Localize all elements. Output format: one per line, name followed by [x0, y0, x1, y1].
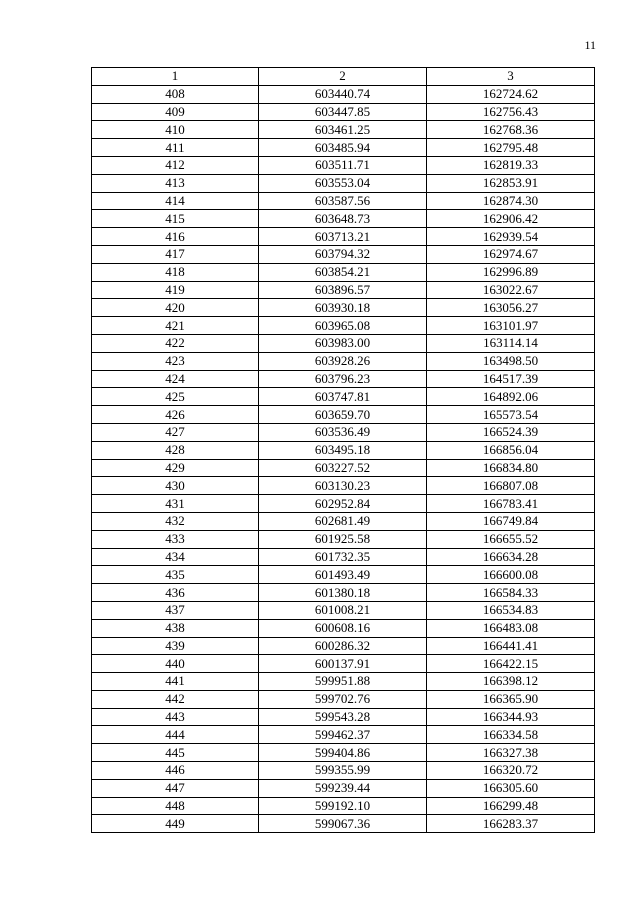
table-row	[92, 512, 595, 530]
table-row	[92, 174, 595, 192]
table-row	[92, 637, 595, 655]
y-coordinate-cell: 162996.89	[427, 263, 595, 281]
y-coordinate-cell: 166834.80	[427, 459, 595, 477]
x-coordinate-cell: 603553.04	[259, 174, 427, 192]
x-coordinate-cell: 602952.84	[259, 495, 427, 513]
point-number-cell: 432	[92, 512, 259, 530]
point-number-cell: 427	[92, 423, 259, 441]
x-coordinate-cell: 603227.52	[259, 459, 427, 477]
table-row	[92, 192, 595, 210]
x-coordinate-cell: 603440.74	[259, 85, 427, 103]
x-coordinate-cell: 601493.49	[259, 566, 427, 584]
table-row	[92, 779, 595, 797]
y-coordinate-cell: 166305.60	[427, 779, 595, 797]
y-coordinate-cell: 162819.33	[427, 156, 595, 174]
table-row	[92, 263, 595, 281]
point-number-cell: 440	[92, 655, 259, 673]
coordinates-table	[91, 67, 595, 833]
table-row	[92, 121, 595, 139]
table-row	[92, 156, 595, 174]
y-coordinate-cell: 166524.39	[427, 423, 595, 441]
x-coordinate-cell: 602681.49	[259, 512, 427, 530]
column-header: 1	[92, 68, 259, 86]
point-number-cell: 422	[92, 334, 259, 352]
table-row	[92, 708, 595, 726]
table-row	[92, 317, 595, 335]
x-coordinate-cell: 603930.18	[259, 299, 427, 317]
point-number-cell: 429	[92, 459, 259, 477]
y-coordinate-cell: 166441.41	[427, 637, 595, 655]
x-coordinate-cell: 600608.16	[259, 619, 427, 637]
y-coordinate-cell: 163056.27	[427, 299, 595, 317]
y-coordinate-cell: 166600.08	[427, 566, 595, 584]
x-coordinate-cell: 603747.81	[259, 388, 427, 406]
y-coordinate-cell: 164517.39	[427, 370, 595, 388]
table-header-row	[92, 68, 595, 86]
point-number-cell: 439	[92, 637, 259, 655]
point-number-cell: 417	[92, 245, 259, 263]
point-number-cell: 447	[92, 779, 259, 797]
point-number-cell: 446	[92, 762, 259, 780]
x-coordinate-cell: 600137.91	[259, 655, 427, 673]
y-coordinate-cell: 162853.91	[427, 174, 595, 192]
table-row	[92, 548, 595, 566]
table-row	[92, 673, 595, 691]
table-row	[92, 423, 595, 441]
y-coordinate-cell: 166749.84	[427, 512, 595, 530]
x-coordinate-cell: 603495.18	[259, 441, 427, 459]
table-row	[92, 406, 595, 424]
y-coordinate-cell: 166807.08	[427, 477, 595, 495]
y-coordinate-cell: 166398.12	[427, 673, 595, 691]
point-number-cell: 430	[92, 477, 259, 495]
table-row	[92, 744, 595, 762]
table-row	[92, 334, 595, 352]
point-number-cell: 433	[92, 530, 259, 548]
point-number-cell: 449	[92, 815, 259, 833]
point-number-cell: 411	[92, 139, 259, 157]
y-coordinate-cell: 166320.72	[427, 762, 595, 780]
y-coordinate-cell: 165573.54	[427, 406, 595, 424]
point-number-cell: 443	[92, 708, 259, 726]
y-coordinate-cell: 162756.43	[427, 103, 595, 121]
x-coordinate-cell: 599192.10	[259, 797, 427, 815]
y-coordinate-cell: 166584.33	[427, 584, 595, 602]
point-number-cell: 442	[92, 690, 259, 708]
x-coordinate-cell: 603983.00	[259, 334, 427, 352]
table-row	[92, 797, 595, 815]
y-coordinate-cell: 166634.28	[427, 548, 595, 566]
table-row	[92, 815, 595, 833]
x-coordinate-cell: 603587.56	[259, 192, 427, 210]
x-coordinate-cell: 603928.26	[259, 352, 427, 370]
y-coordinate-cell: 166783.41	[427, 495, 595, 513]
table-row	[92, 228, 595, 246]
x-coordinate-cell: 603854.21	[259, 263, 427, 281]
table-row	[92, 210, 595, 228]
table-row	[92, 619, 595, 637]
point-number-cell: 426	[92, 406, 259, 424]
x-coordinate-cell: 603713.21	[259, 228, 427, 246]
x-coordinate-cell: 603965.08	[259, 317, 427, 335]
table-row	[92, 530, 595, 548]
point-number-cell: 441	[92, 673, 259, 691]
x-coordinate-cell: 603659.70	[259, 406, 427, 424]
y-coordinate-cell: 166283.37	[427, 815, 595, 833]
y-coordinate-cell: 166422.15	[427, 655, 595, 673]
point-number-cell: 416	[92, 228, 259, 246]
x-coordinate-cell: 599951.88	[259, 673, 427, 691]
point-number-cell: 415	[92, 210, 259, 228]
y-coordinate-cell: 166327.38	[427, 744, 595, 762]
y-coordinate-cell: 163022.67	[427, 281, 595, 299]
y-coordinate-cell: 166299.48	[427, 797, 595, 815]
column-header: 3	[427, 68, 595, 86]
x-coordinate-cell: 603796.23	[259, 370, 427, 388]
point-number-cell: 445	[92, 744, 259, 762]
x-coordinate-cell: 603511.71	[259, 156, 427, 174]
table-row	[92, 655, 595, 673]
table-row	[92, 495, 595, 513]
y-coordinate-cell: 166365.90	[427, 690, 595, 708]
y-coordinate-cell: 162906.42	[427, 210, 595, 228]
y-coordinate-cell: 163101.97	[427, 317, 595, 335]
x-coordinate-cell: 603130.23	[259, 477, 427, 495]
table-body	[92, 85, 595, 832]
x-coordinate-cell: 601380.18	[259, 584, 427, 602]
table-row	[92, 299, 595, 317]
table-row	[92, 690, 595, 708]
table-row	[92, 388, 595, 406]
point-number-cell: 437	[92, 601, 259, 619]
x-coordinate-cell: 599067.36	[259, 815, 427, 833]
column-header: 2	[259, 68, 427, 86]
point-number-cell: 448	[92, 797, 259, 815]
table-row	[92, 441, 595, 459]
table-row	[92, 103, 595, 121]
point-number-cell: 428	[92, 441, 259, 459]
x-coordinate-cell: 603461.25	[259, 121, 427, 139]
y-coordinate-cell: 166655.52	[427, 530, 595, 548]
x-coordinate-cell: 601925.58	[259, 530, 427, 548]
point-number-cell: 435	[92, 566, 259, 584]
x-coordinate-cell: 603794.32	[259, 245, 427, 263]
point-number-cell: 434	[92, 548, 259, 566]
table-row	[92, 370, 595, 388]
x-coordinate-cell: 601732.35	[259, 548, 427, 566]
x-coordinate-cell: 599404.86	[259, 744, 427, 762]
table-row	[92, 477, 595, 495]
point-number-cell: 431	[92, 495, 259, 513]
x-coordinate-cell: 603447.85	[259, 103, 427, 121]
x-coordinate-cell: 599462.37	[259, 726, 427, 744]
point-number-cell: 410	[92, 121, 259, 139]
y-coordinate-cell: 166483.08	[427, 619, 595, 637]
x-coordinate-cell: 599239.44	[259, 779, 427, 797]
x-coordinate-cell: 603896.57	[259, 281, 427, 299]
table-row	[92, 85, 595, 103]
point-number-cell: 424	[92, 370, 259, 388]
y-coordinate-cell: 166534.83	[427, 601, 595, 619]
point-number-cell: 425	[92, 388, 259, 406]
point-number-cell: 423	[92, 352, 259, 370]
y-coordinate-cell: 162768.36	[427, 121, 595, 139]
point-number-cell: 421	[92, 317, 259, 335]
table-row	[92, 459, 595, 477]
x-coordinate-cell: 599355.99	[259, 762, 427, 780]
point-number-cell: 438	[92, 619, 259, 637]
table-row	[92, 762, 595, 780]
y-coordinate-cell: 162795.48	[427, 139, 595, 157]
table-row	[92, 281, 595, 299]
point-number-cell: 419	[92, 281, 259, 299]
y-coordinate-cell: 166344.93	[427, 708, 595, 726]
point-number-cell: 408	[92, 85, 259, 103]
table-row	[92, 566, 595, 584]
y-coordinate-cell: 162874.30	[427, 192, 595, 210]
point-number-cell: 409	[92, 103, 259, 121]
y-coordinate-cell: 162974.67	[427, 245, 595, 263]
y-coordinate-cell: 163498.50	[427, 352, 595, 370]
table-row	[92, 726, 595, 744]
y-coordinate-cell: 163114.14	[427, 334, 595, 352]
x-coordinate-cell: 599543.28	[259, 708, 427, 726]
table-row	[92, 245, 595, 263]
point-number-cell: 413	[92, 174, 259, 192]
x-coordinate-cell: 603648.73	[259, 210, 427, 228]
y-coordinate-cell: 162939.54	[427, 228, 595, 246]
y-coordinate-cell: 162724.62	[427, 85, 595, 103]
table-row	[92, 601, 595, 619]
point-number-cell: 444	[92, 726, 259, 744]
x-coordinate-cell: 599702.76	[259, 690, 427, 708]
y-coordinate-cell: 164892.06	[427, 388, 595, 406]
point-number-cell: 412	[92, 156, 259, 174]
table-row	[92, 352, 595, 370]
point-number-cell: 420	[92, 299, 259, 317]
y-coordinate-cell: 166856.04	[427, 441, 595, 459]
table-row	[92, 139, 595, 157]
point-number-cell: 436	[92, 584, 259, 602]
point-number-cell: 418	[92, 263, 259, 281]
x-coordinate-cell: 603485.94	[259, 139, 427, 157]
y-coordinate-cell: 166334.58	[427, 726, 595, 744]
point-number-cell: 414	[92, 192, 259, 210]
x-coordinate-cell: 601008.21	[259, 601, 427, 619]
page-number: 11	[584, 38, 596, 52]
x-coordinate-cell: 600286.32	[259, 637, 427, 655]
x-coordinate-cell: 603536.49	[259, 423, 427, 441]
table-row	[92, 584, 595, 602]
